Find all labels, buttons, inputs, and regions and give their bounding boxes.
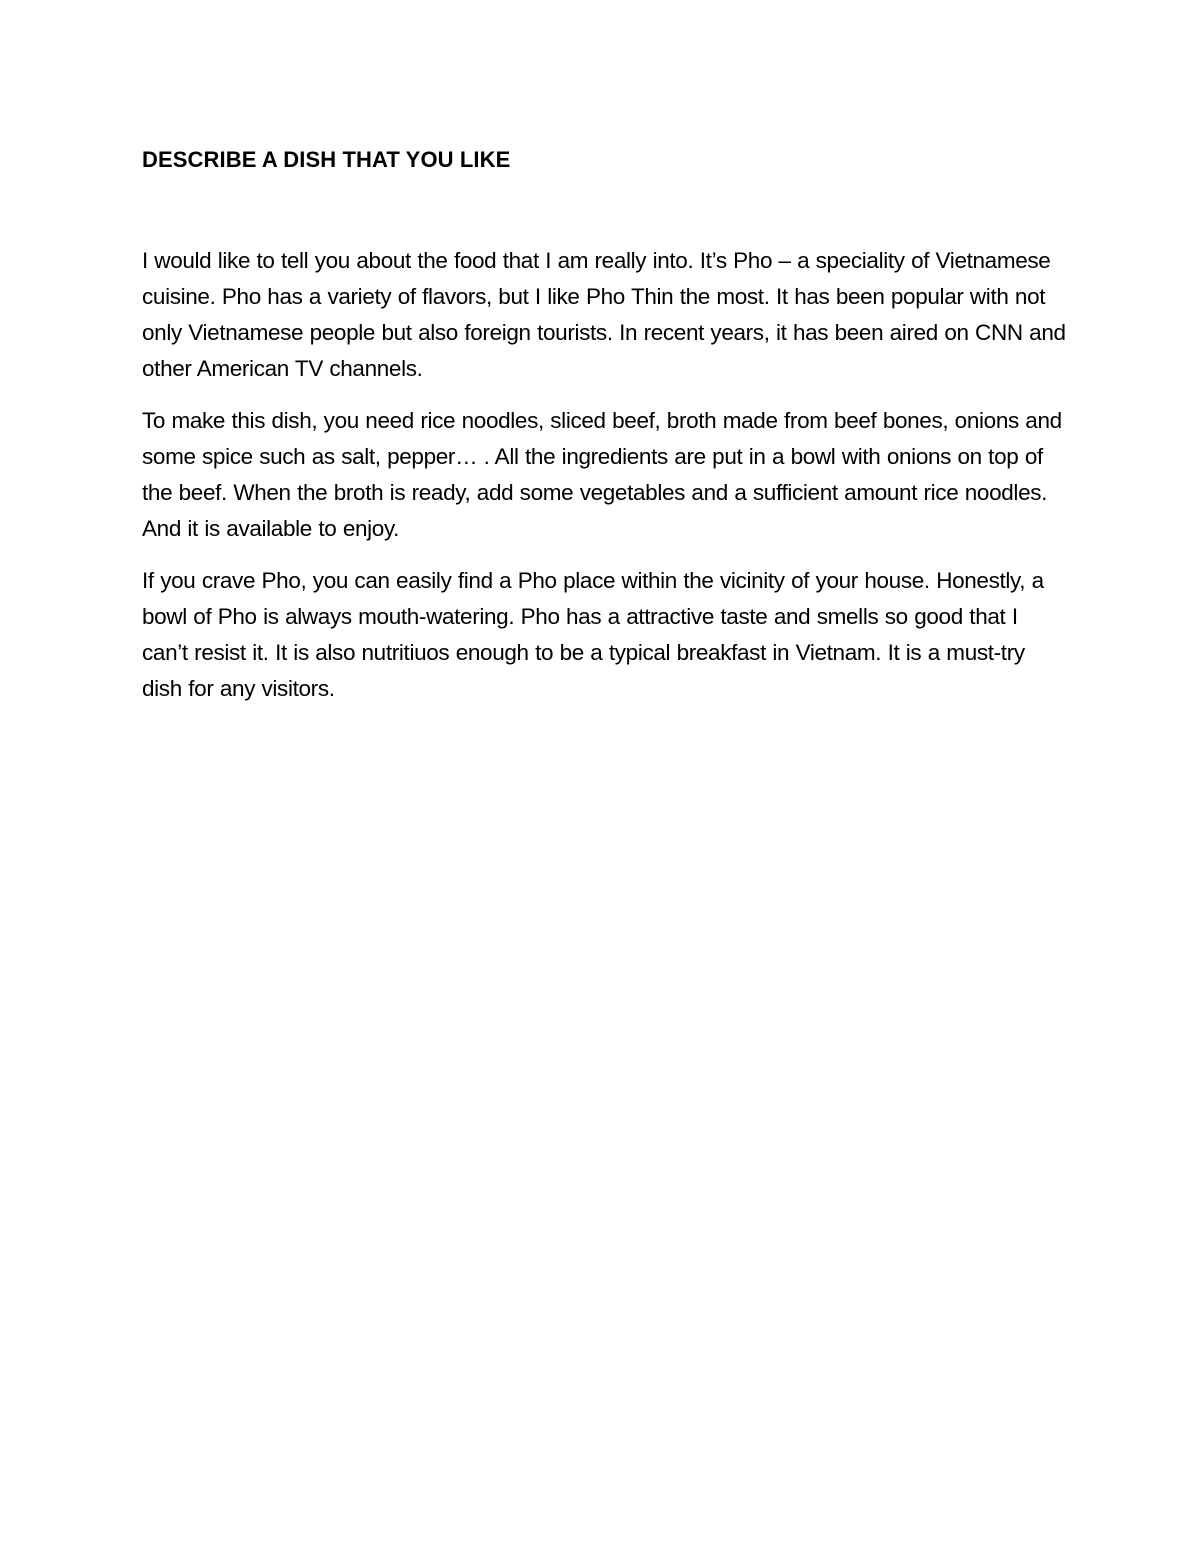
paragraph-conclusion: If you crave Pho, you can easily find a Pho place within the vicinity of your house. Honestly, a bowl of Pho is always mouth-watering. Pho has a attractive taste and smells so good that I can’t resist it. It is also nutritiuos enough to be a typical breakfast in Vietnam. It is a must-try dish for any visitors. <box>142 568 1044 701</box>
paragraph-recipe: To make this dish, you need rice noodles, sliced beef, broth made from beef bones, onions and some spice such as salt, pepper… . All the ingredients are put in a bowl with onions on top of the beef. When the broth is ready, add some vegetables and a sufficient amount rice noodles. And it is available to enjoy. <box>142 408 1062 541</box>
paragraph-intro: I would like to tell you about the food that I am really into. It’s Pho – a speciality of Vietnamese cuisine. Pho has a variety of flavors, but I like Pho Thin the most. It has been popular with not only Vietnamese people but also foreign tourists. In recent years, it has been aired on CNN and other American TV channels. <box>142 248 1066 381</box>
document-body <box>142 142 1067 707</box>
document-title: DESCRIBE A DISH THAT YOU LIKE <box>142 147 511 172</box>
